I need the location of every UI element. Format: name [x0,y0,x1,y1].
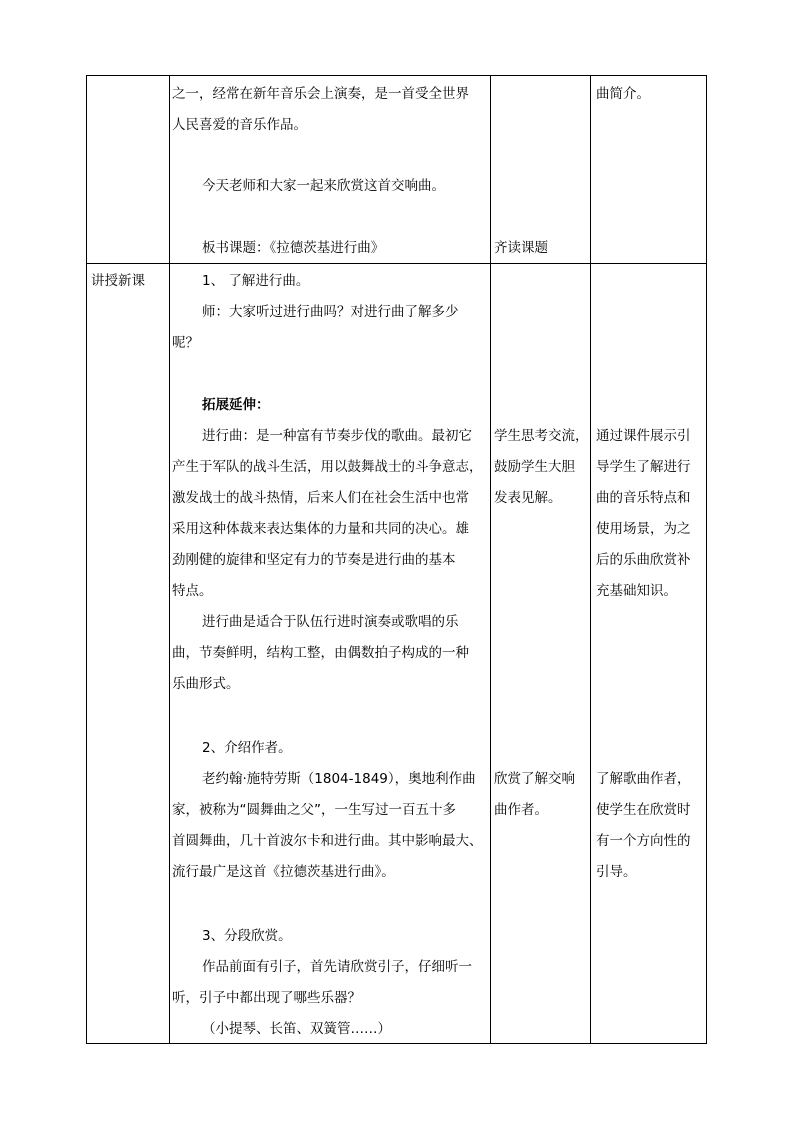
content-line: 产生于军队的战斗生活，用以鼓舞战士的斗争意志， [172,459,483,475]
design-purpose: 导学生了解进行 [596,459,691,475]
design-purpose: 使学生在欣赏时 [596,802,691,818]
section-label: 讲授新课 [91,273,145,289]
content-line: 之一，经常在新年音乐会上演奏，是一首受全世界 [172,86,469,102]
content-line: 激发战士的战斗热情，后来人们在社会生活中也常 [172,490,469,506]
content-line: 特点。 [172,583,213,599]
design-purpose: 曲的音乐特点和 [596,490,691,506]
design-purpose: 了解歌曲作者， [596,771,691,787]
content-line: 进行曲：是一种富有节奏步伐的歌曲。最初它 [202,428,472,444]
content-line: 劲刚健的旋律和坚定有力的节奏是进行曲的基本 [172,552,456,568]
content-line: 人民喜爱的音乐作品。 [172,117,307,133]
design-purpose: 有一个方向性的 [596,833,691,849]
step-heading: 1、 了解进行曲。 [202,273,310,289]
student-activity: 鼓励学生大胆 [494,459,575,475]
content-line: 听，引子中都出现了哪些乐器？ [172,990,361,1006]
design-purpose: 充基础知识。 [596,583,677,599]
content-line: 进行曲是适合于队伍行进时演奏或歌唱的乐 [202,614,459,630]
content-line: 首圆舞曲，几十首波尔卡和进行曲。其中影响最大、 [172,833,483,849]
column-divider [590,76,591,1043]
extension-heading: 拓展延伸： [202,397,270,413]
content-line: 作品前面有引子，首先请欣赏引子，仔细听一 [202,959,472,975]
content-line: 今天老师和大家一起来欣赏这首交响曲。 [202,178,445,194]
answer-hint: （小提琴、长笛、双簧管……） [202,1021,391,1037]
column-divider [490,76,491,1043]
student-activity: 学生思考交流， [494,428,589,444]
content-line: 师：大家听过进行曲吗？对进行曲了解多少 [202,304,459,320]
design-purpose: 使用场景，为之 [596,521,691,537]
design-purpose: 后的乐曲欣赏补 [596,552,691,568]
student-activity: 曲作者。 [494,802,548,818]
student-activity: 发表见解。 [494,490,562,506]
content-line: 乐曲形式。 [172,676,240,692]
content-line: 采用这种体裁来表达集体的力量和共同的决心。雄 [172,521,469,537]
step-heading: 3、分段欣赏。 [202,928,292,944]
content-line: 曲，节奏鲜明，结构工整，由偶数拍子构成的一种 [172,645,469,661]
design-purpose: 曲简介。 [596,86,650,102]
content-line: 呢？ [172,335,199,351]
step-heading: 2、介绍作者。 [202,740,292,756]
content-line: 家，被称为“圆舞曲之父”，一生写过一百五十多 [172,802,456,818]
board-title: 板书课题：《拉德茨基进行曲》 [202,240,385,256]
row-divider [87,263,706,264]
content-line: 老约翰·施特劳斯（1804-1849），奥地利作曲 [202,771,476,787]
design-purpose: 引导。 [596,864,637,880]
student-activity: 齐读课题 [494,240,548,256]
content-line: 流行最广是这首《拉德茨基进行曲》。 [172,864,395,880]
column-divider [169,76,170,1043]
student-activity: 欣赏了解交响 [494,771,575,787]
design-purpose: 通过课件展示引 [596,428,691,444]
